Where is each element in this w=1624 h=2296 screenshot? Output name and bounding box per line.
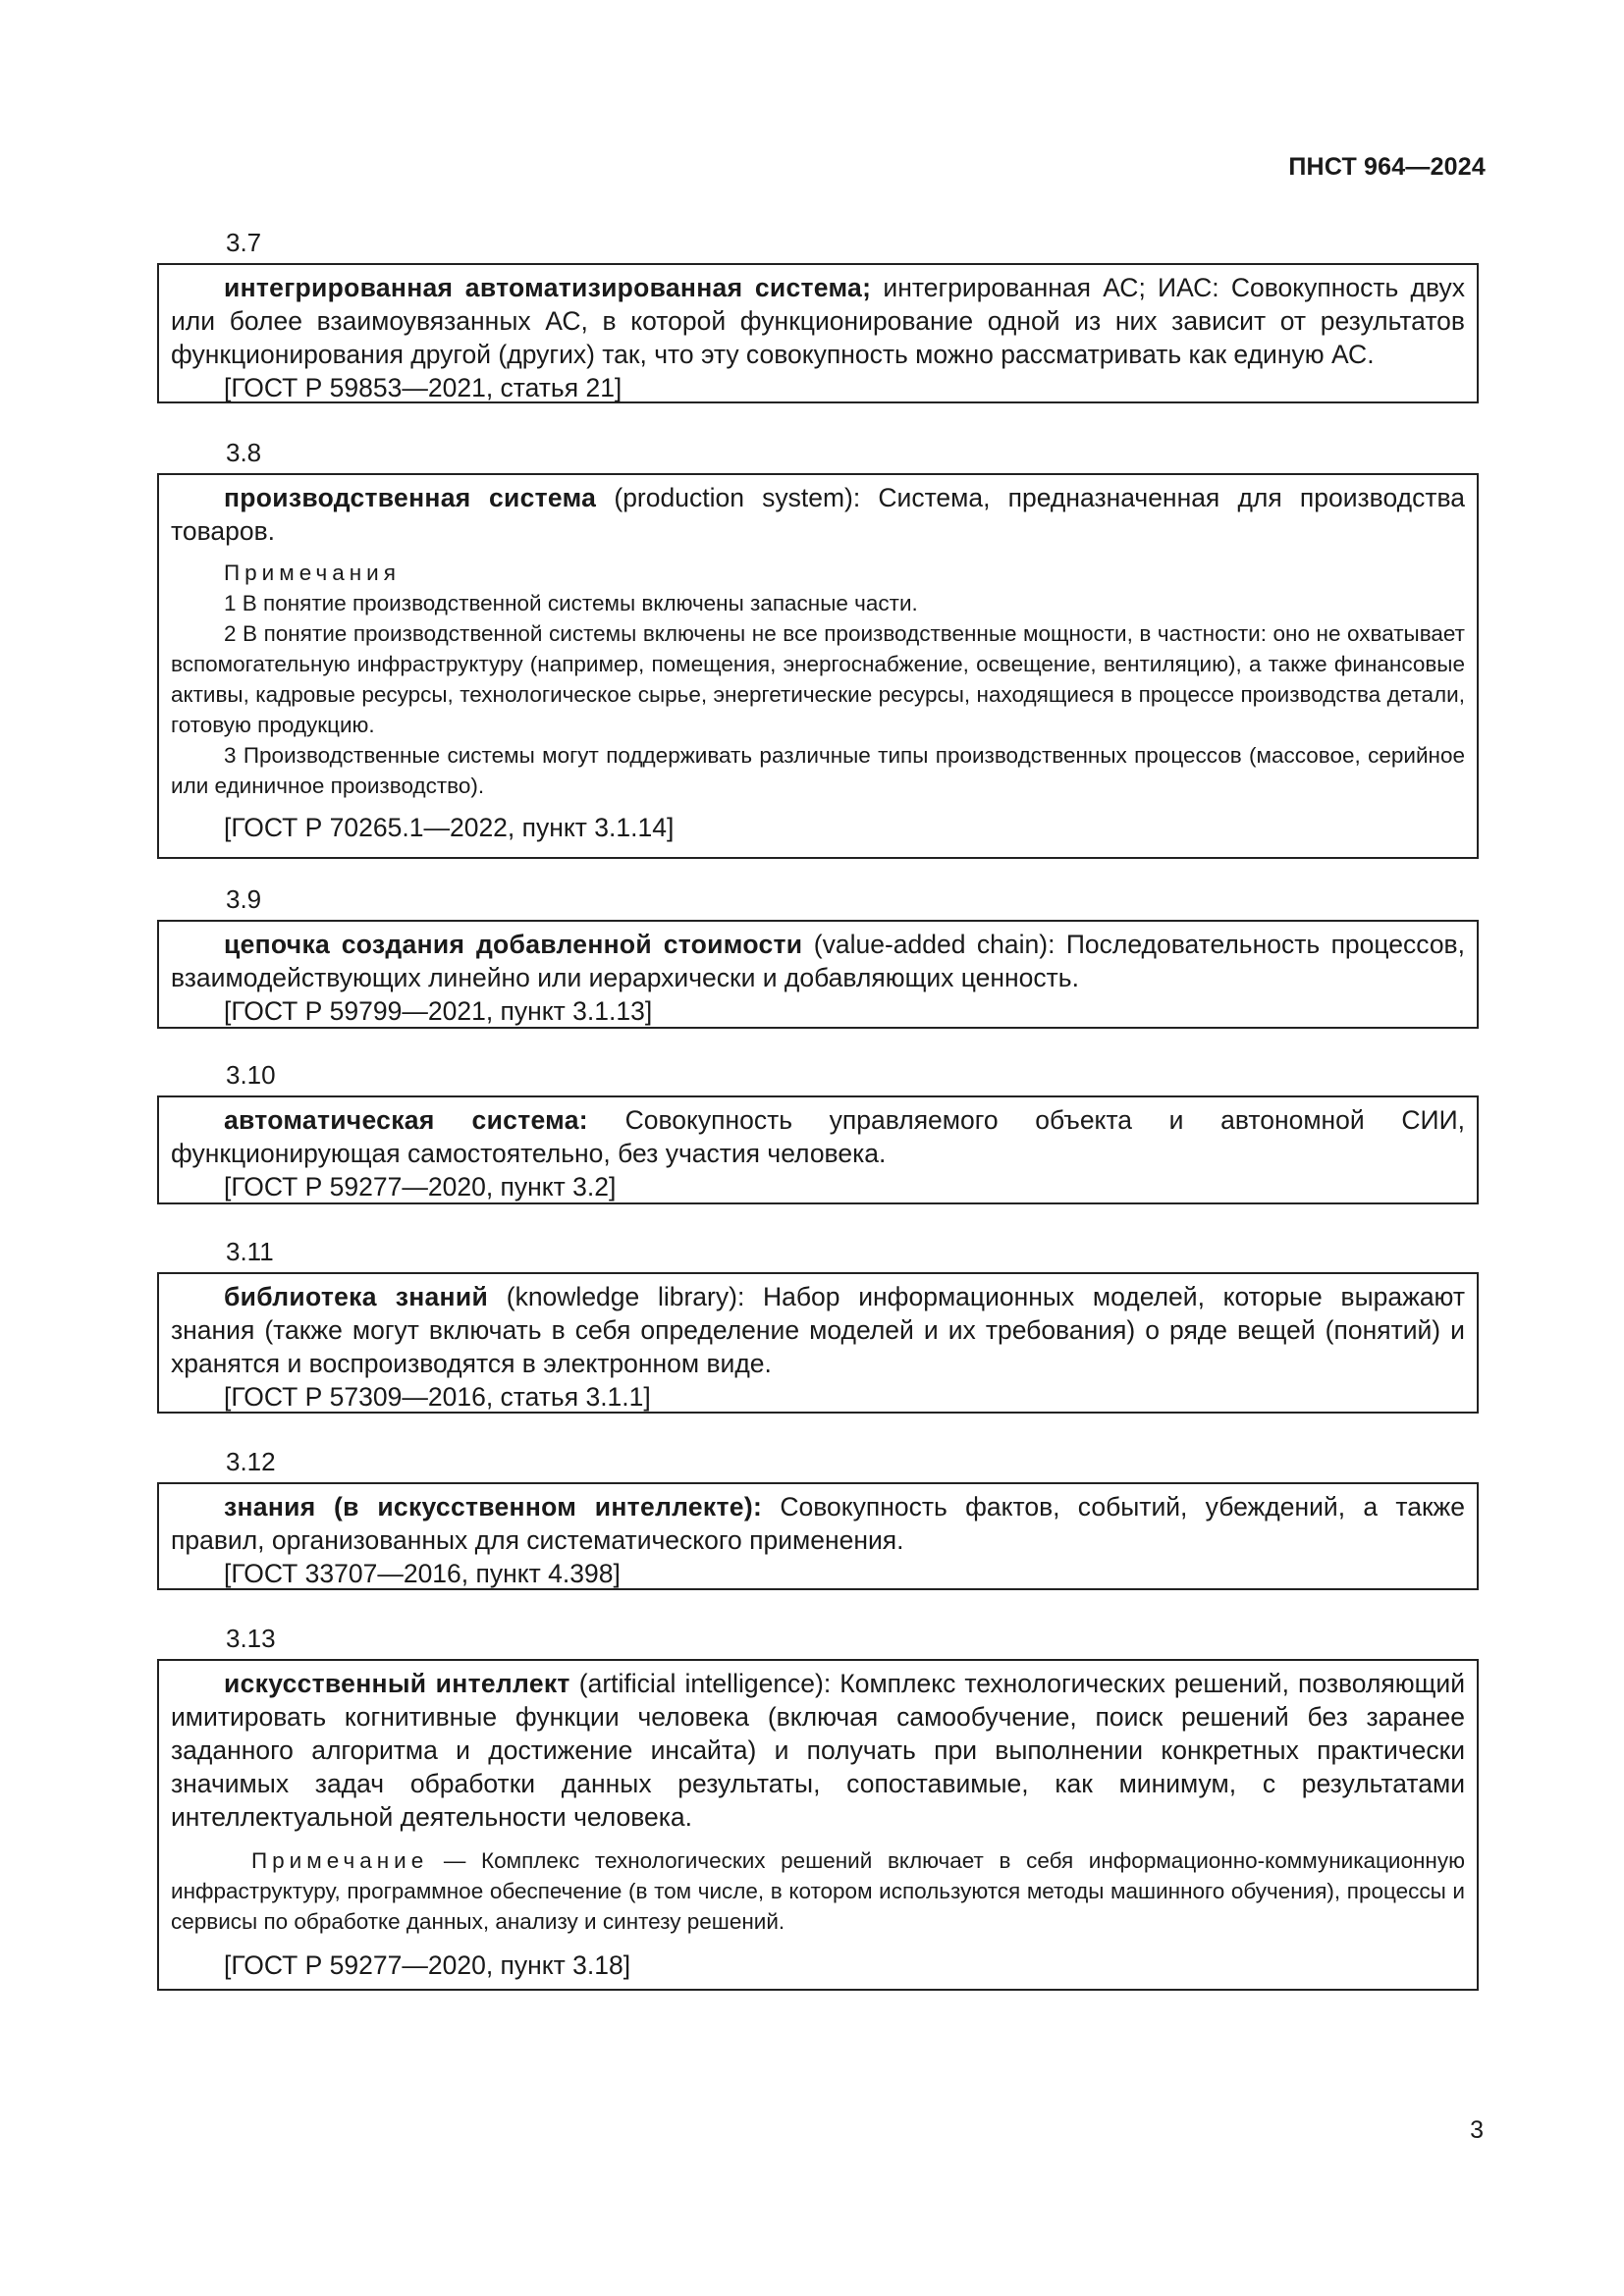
- term-source: [ГОСТ Р 59799—2021, пункт 3.1.13]: [224, 996, 653, 1026]
- term-entry: [157, 1272, 1479, 1414]
- note-heading: Примечание: [251, 1848, 429, 1873]
- term-text: интегрированная АС; ИАС: Совокупность двух или более взаимоувязанных АС, в которой функционирование одной из них зависит от результатов функционирования другой (других) так, что эту совокупность можно рассматривать как единую АС.: [171, 273, 1465, 369]
- term-definition: [171, 1103, 1465, 1170]
- term-title: библиотека знаний: [224, 1282, 489, 1311]
- note-item: 3 Производственные системы могут поддерживать различные типы производственных процессов (массовое, серийное или единичное производство).: [171, 743, 1465, 798]
- term-source: [ГОСТ Р 59277—2020, пункт 3.18]: [224, 1950, 631, 1980]
- term-entry: [157, 1659, 1479, 1991]
- term-title: цепочка создания добавленной стоимости: [224, 930, 803, 959]
- term-number: 3.9: [226, 884, 262, 914]
- note-block: [171, 1845, 1465, 1937]
- note-item: [171, 1845, 1465, 1937]
- term-definition: [171, 928, 1465, 994]
- term-text: (knowledge library): Набор информационных моделей, которые выражают знания (также могут включать в себя определение моделей и их требования) о ряде вещей (понятий) и хранятся и воспроизводятся в электронном виде.: [171, 1282, 1465, 1378]
- document-code: ПНСТ 964—2024: [1288, 153, 1486, 181]
- term-text: (artificial intelligence): Комплекс технологических решений, позволяющий имитировать когнитивные функции человека (включая самообучение, поиск решений без заранее заданного алгоритма и достижение инсайта) и получать при выполнении конкретных практически значимых задач обработки данных результаты, сопоставимые, как минимум, с результатами интеллектуальной деятельности человека.: [171, 1669, 1465, 1832]
- term-number: 3.12: [226, 1447, 276, 1476]
- page-number: 3: [1470, 2116, 1484, 2144]
- term-source: [ГОСТ Р 70265.1—2022, пункт 3.1.14]: [224, 813, 675, 842]
- term-entry: [157, 263, 1479, 403]
- term-entry: [157, 1482, 1479, 1590]
- term-number: 3.7: [226, 228, 262, 257]
- term-source: [ГОСТ 33707—2016, пункт 4.398]: [224, 1559, 621, 1588]
- term-source: [ГОСТ Р 57309—2016, статья 3.1.1]: [224, 1382, 651, 1412]
- note-item: 1 В понятие производственной системы включены запасные части.: [224, 591, 918, 615]
- term-entry: [157, 473, 1479, 859]
- term-number: 3.11: [226, 1237, 274, 1266]
- term-definition: [171, 1280, 1465, 1380]
- term-number: 3.13: [226, 1624, 276, 1653]
- term-title: знания (в искусственном интеллекте):: [224, 1492, 763, 1522]
- term-text: Совокупность фактов, событий, убеждений, а также правил, организованных для систематического применения.: [171, 1492, 1466, 1555]
- term-title: интегрированная автоматизированная система;: [224, 273, 872, 302]
- term-title: производственная система: [224, 483, 597, 512]
- term-text: (production system): Система, предназначенная для производства товаров.: [171, 483, 1465, 546]
- term-definition: [171, 1667, 1465, 1834]
- term-definition: [171, 481, 1465, 548]
- term-title: искусственный интеллект: [224, 1669, 570, 1698]
- term-source: [ГОСТ Р 59853—2021, статья 21]: [224, 373, 623, 402]
- term-text: (value-added chain): Последовательность процессов, взаимодействующих линейно или иерархически и добавляющих ценность.: [171, 930, 1465, 992]
- term-text: Совокупность управляемого объекта и автономной СИИ, функционирующая самостоятельно, без участия человека.: [171, 1105, 1465, 1168]
- note-text: — Комплекс технологических решений включает в себя информационно-коммуникационную инфраструктуру, программное обеспечение (в том числе, в котором используются методы машинного обучения), процессы и сервисы по обработке данных, анализу и синтезу решений.: [171, 1848, 1465, 1934]
- term-number: 3.8: [226, 438, 262, 467]
- term-definition: [171, 271, 1465, 371]
- term-entry: [157, 920, 1479, 1029]
- term-entry: [157, 1095, 1479, 1204]
- term-source: [ГОСТ Р 59277—2020, пункт 3.2]: [224, 1172, 617, 1201]
- note-item: 2 В понятие производственной системы включены не все производственные мощности, в частности: оно не охватывает вспомогательную инфраструктуру (например, помещения, энергоснабжение, освещение, вентиляцию), а также финансовые активы, кадровые ресурсы, технологическое сырье, энергетические ресурсы, находящиеся в процессе производства детали, готовую продукцию.: [171, 621, 1465, 737]
- notes-heading: Примечания: [224, 561, 401, 585]
- term-title: автоматическая система:: [224, 1105, 588, 1135]
- term-number: 3.10: [226, 1060, 276, 1090]
- notes-block: [171, 558, 1465, 801]
- term-definition: [171, 1490, 1465, 1557]
